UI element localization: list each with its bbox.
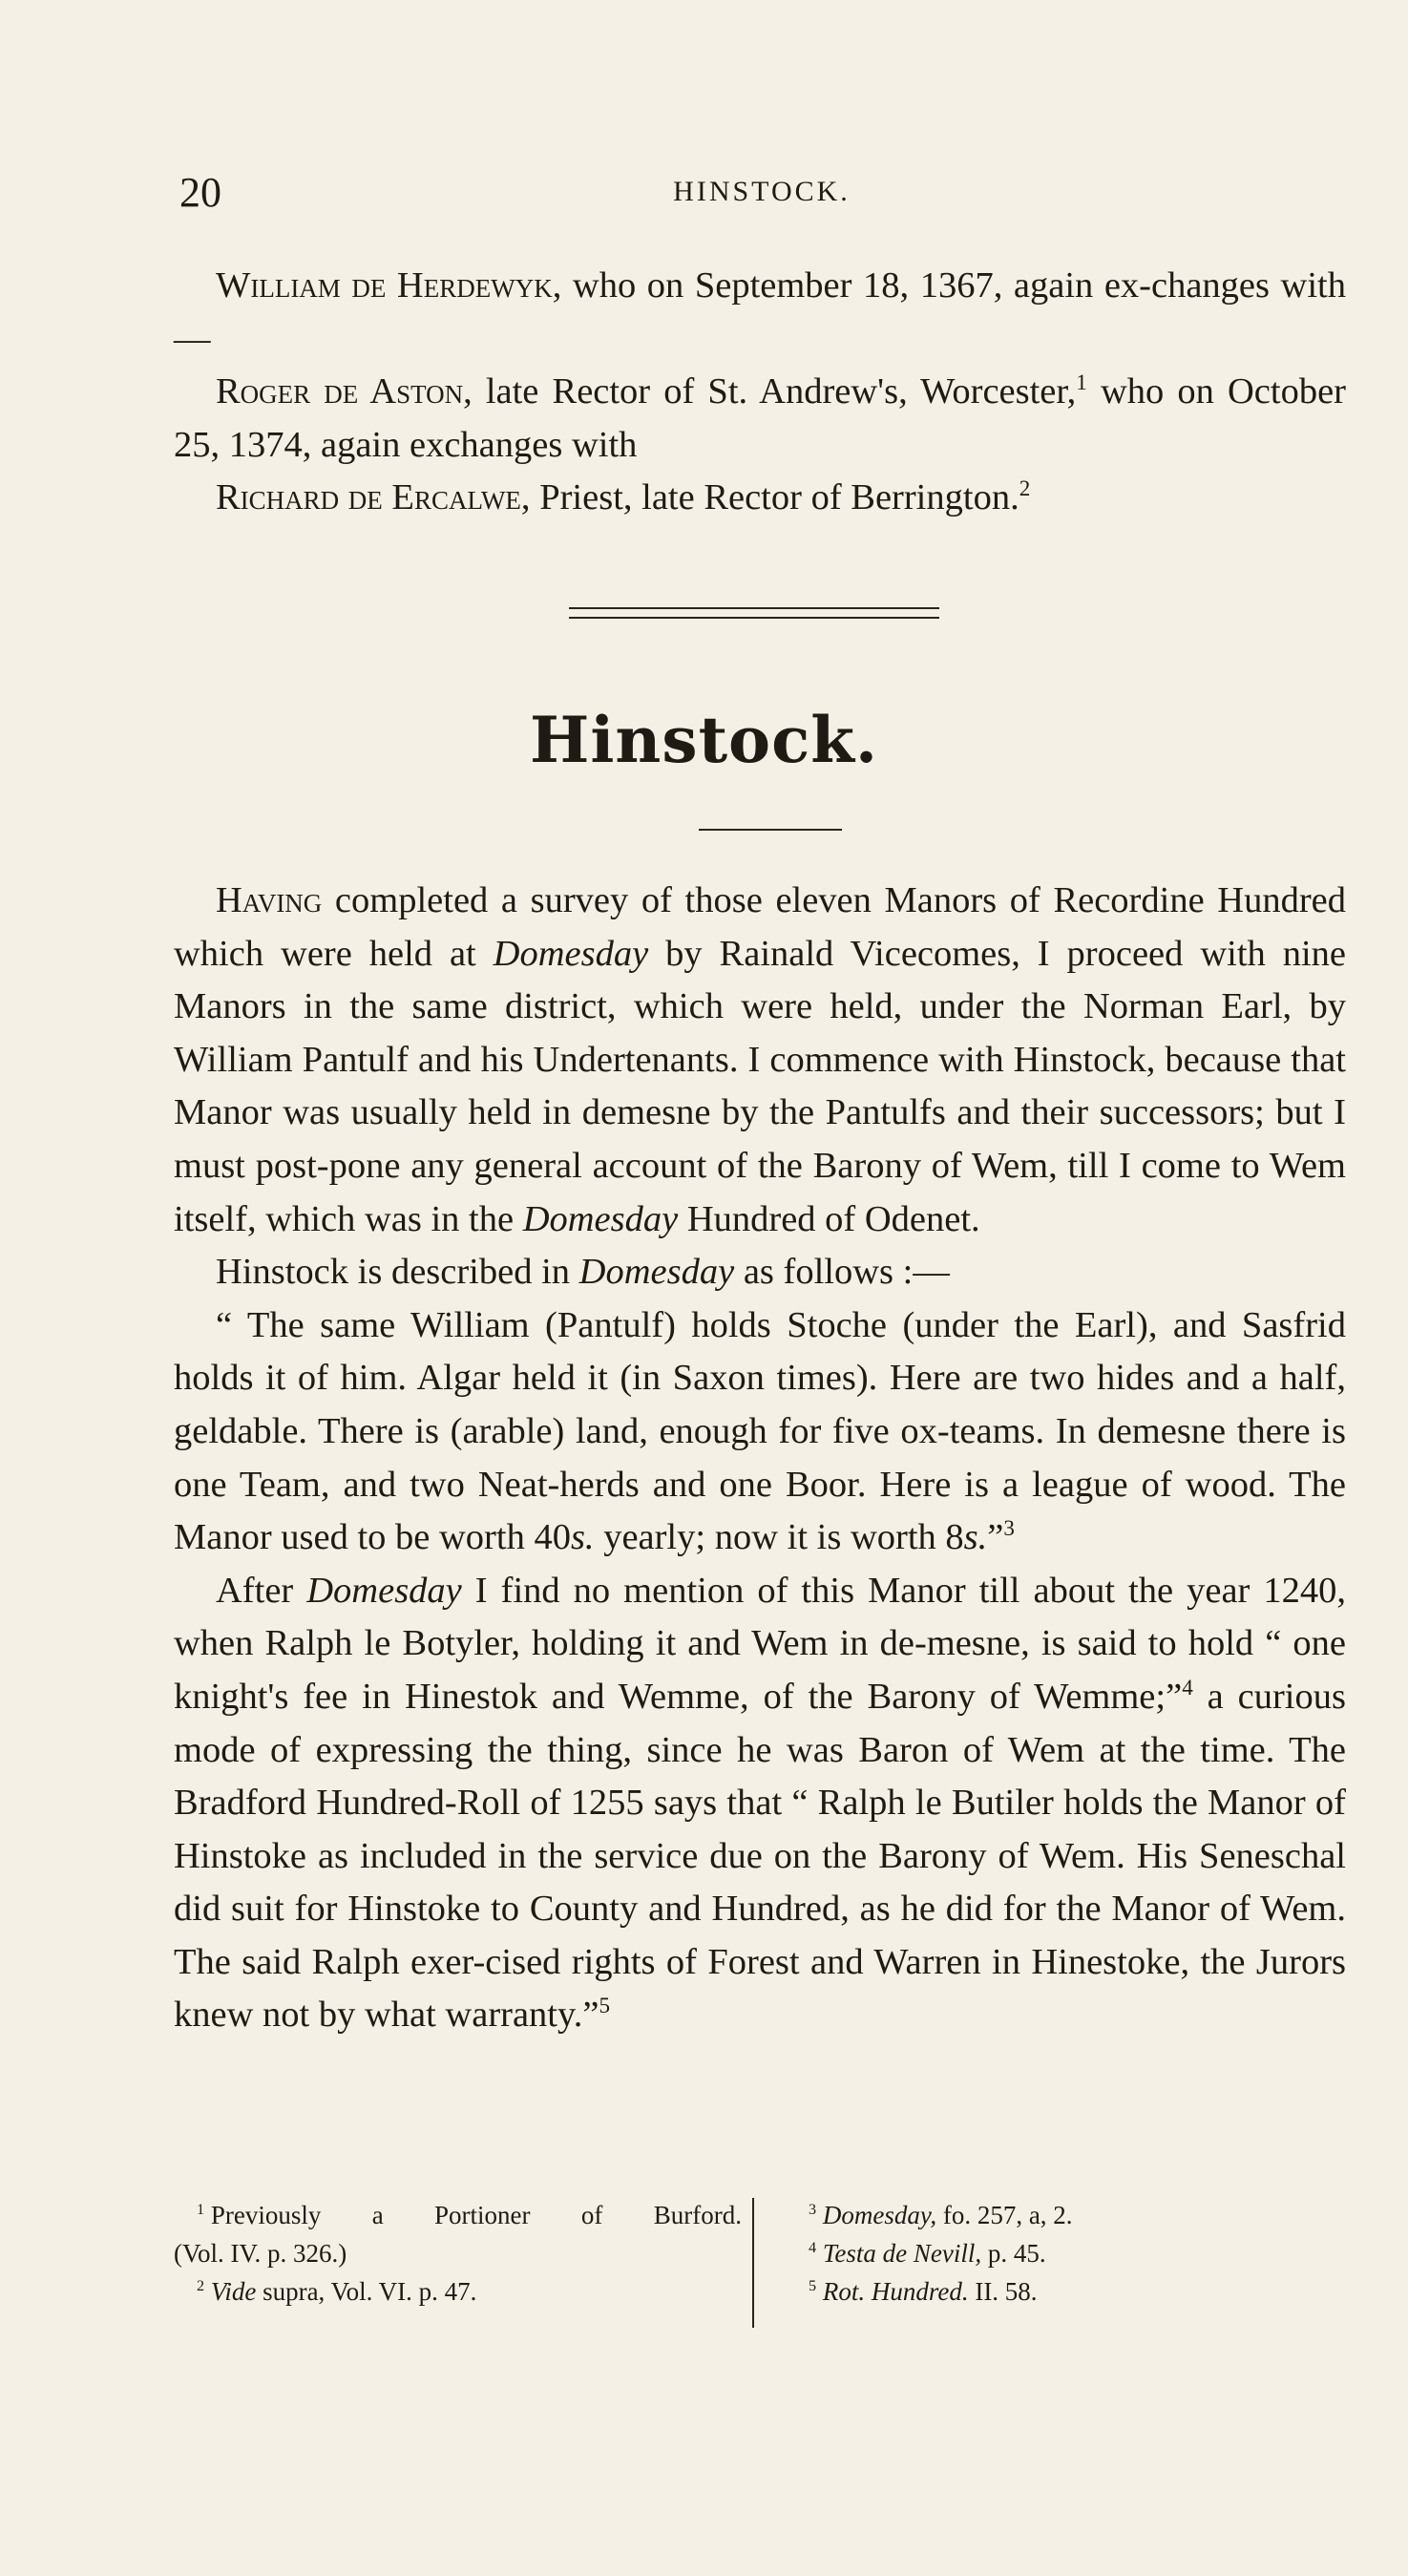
- footnotes-left-column: [174, 2196, 742, 2311]
- footnote-2: $^2$ Vide supra, Vol. VI. p. 47.: [197, 2277, 477, 2306]
- person-name: Roger de Aston,: [216, 371, 473, 412]
- exchange-line: Richard de Ercalwe, Priest, late Rector of Berrington.$^2$: [216, 475, 1031, 518]
- footnote-3: $^3$ Domesday, fo. 257, a, 2.: [809, 2201, 1073, 2229]
- paragraph: Hinstock is described in Domesday as follows :—: [216, 1252, 950, 1293]
- footnote-1-continued: (Vol. IV. p. 326.): [174, 2239, 347, 2268]
- page-number: 20: [179, 169, 221, 216]
- running-head: HINSTOCK.: [673, 176, 851, 207]
- main-text: [174, 875, 1346, 2042]
- footnotes-right-column: [809, 2196, 1343, 2311]
- domesday-quotation: “ The same William (Pantulf) holds Stoche (under the Earl), and Sasfrid holds it of him. Algar held it (in Saxon times). Here are two hides and a half, geldable. There is (arable) land, enough for five ox-teams. In demesne there is one Team, and two Neat-herds and one Boor. Here is a league of wood. The Manor used to be worth 40s. yearly; now it is worth 8s.”$^3$: [174, 1304, 1346, 1558]
- section-title: Hinstock.: [530, 703, 878, 777]
- footnote-ref: 1: [1076, 370, 1087, 395]
- footnote-ref: 2: [1019, 475, 1031, 501]
- person-name: William de Herdewyk,: [216, 265, 562, 306]
- exchange-line: William de Herdewyk, who on September 18, 1367, again ex-changes with—: [174, 265, 1346, 359]
- footnote-ref: 5: [599, 1993, 611, 2018]
- footnote-ref: 3: [1003, 1515, 1015, 1541]
- footnote-1: $^1$ Previously a Portioner of Burford.: [197, 2201, 742, 2229]
- page-header: [179, 168, 1344, 225]
- paragraph: After Domesday I find no mention of this Manor till about the year 1240, when Ralph le Botyler, holding it and Wem in de-mesne, is said to hold “ one knight's fee in Hinestok and Wemme, of the Barony of Wemme;”$^4$ a curious mode of expressing the thing, since he was Baron of Wem at the time. The Bradford Hundred-Roll of 1255 says that “ Ralph le Butiler holds the Manor of Hinstoke as included in the service due on the Barony of Wem. His Seneschal did suit for Hinstoke to County and Hundred, as he did for the Manor of Wem. The said Ralph exer-cised rights of Forest and Warren in Hinestoke, the Jurors knew not by what warranty.”$^5$: [174, 1570, 1346, 2036]
- title-underline: [699, 829, 842, 831]
- exchange-line: Roger de Aston, late Rector of St. Andrew's, Worcester,$^1$ who on October 25, 1374, again exchanges with: [174, 370, 1346, 465]
- footnote-ref: 4: [1182, 1675, 1193, 1700]
- person-name: Richard de Ercalwe,: [216, 477, 531, 518]
- footnote-5: $^5$ Rot. Hundred. II. 58.: [809, 2277, 1038, 2306]
- footnote-column-divider: [752, 2198, 754, 2328]
- footnote-4: $^4$ Testa de Nevill, p. 45.: [809, 2239, 1046, 2268]
- section-divider: [569, 607, 939, 619]
- paragraph: Having completed a survey of those eleven Manors of Recordine Hundred which were held at Domesday by Rainald Vicecomes, I proceed with nine Manors in the same district, which were held, under the Norman Earl, by William Pantulf and his Undertenants. I commence with Hinstock, because that Manor was usually held in demesne by the Pantulfs and their successors; but I must post-pone any general account of the Barony of Wem, till I come to Wem itself, which was in the Domesday Hundred of Odenet.: [174, 880, 1346, 1239]
- exchange-list: [174, 260, 1346, 525]
- footnotes: [174, 2196, 1346, 2330]
